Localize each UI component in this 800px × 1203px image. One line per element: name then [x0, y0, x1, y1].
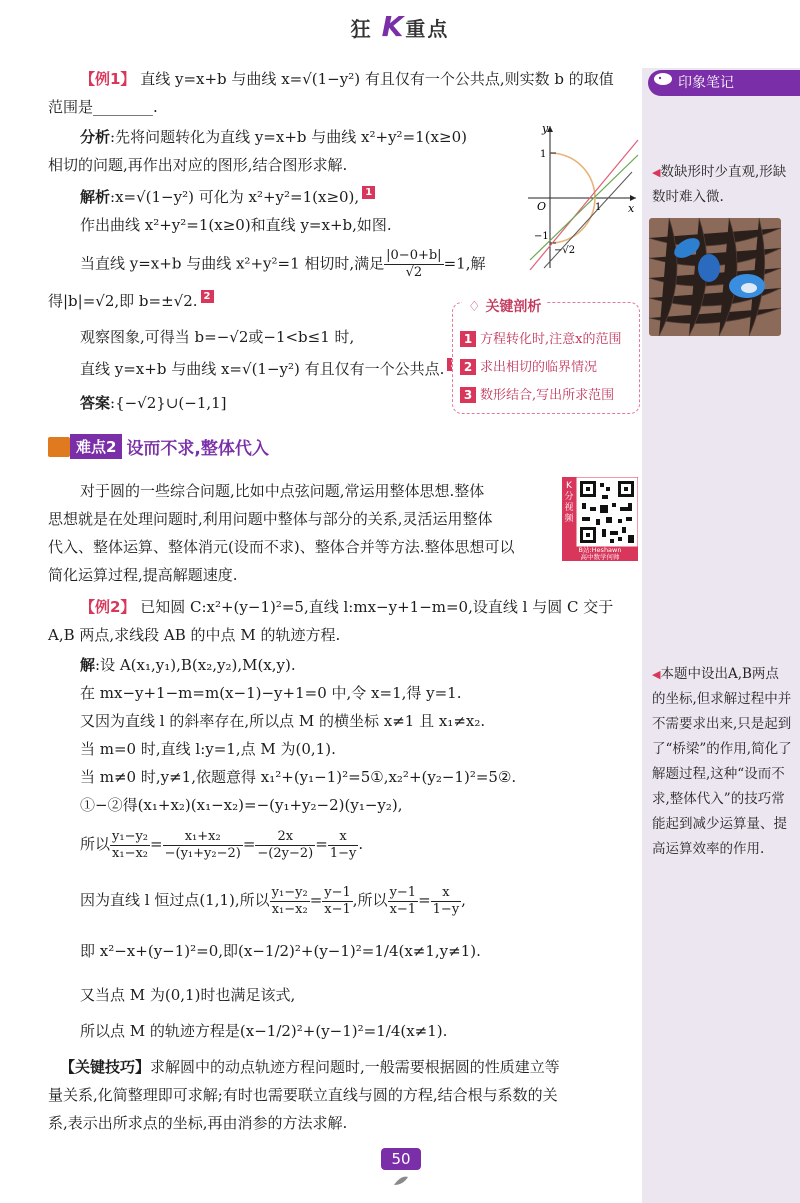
book-icon: [48, 437, 70, 457]
side-note-1: ◀数缺形时少直观,形缺数时难入微.: [652, 164, 787, 205]
graph-y-one: 1: [540, 149, 547, 160]
example1-question-line1: 【例1】 直线 y=x+b 与曲线 x=√(1−y²) 有且仅有一个公共点,则实数 b 的取值: [80, 70, 614, 88]
section2-paragraph-line4: 简化运算过程,提高解题速度.: [48, 566, 238, 584]
graph-neg-one: −1: [534, 231, 549, 242]
example1-graph: [520, 120, 640, 270]
key-skill-line1: 【关键技巧】求解圆中的动点轨迹方程问题时,一般需要根据圆的性质建立等: [60, 1058, 560, 1076]
example1-analysis-line1: 分析:先将问题转化为直线 y=x+b 与曲线 x²+y²=1(x≥0): [80, 128, 467, 146]
butterfly-photo: [649, 218, 781, 336]
example2-solution-line: 在 mx−y+1−m=m(x−1)−y+1=0 中,令 x=1,得 y=1.: [80, 684, 462, 702]
qr-side-label: K分视频: [564, 481, 574, 524]
qr-code-block[interactable]: [562, 477, 638, 561]
bulb-icon: ♢: [468, 299, 481, 315]
example1-solution-line5: 观察图象,可得当 b=−√2或−1<b≤1 时,: [80, 328, 355, 346]
graph-y-label: y: [542, 122, 549, 135]
example1-solution-line6: 直线 y=x+b 与曲线 x=√(1−y²) 有且仅有一个公共点.: [80, 358, 460, 380]
key-skill-line3: 系,表示出所求点的坐标,再由消参的方法求解.: [48, 1114, 348, 1132]
leaf-icon: [393, 1172, 409, 1191]
example2-solution-line: 又因为直线 l 的斜率存在,所以点 M 的横坐标 x≠1 且 x₁≠x₂.: [80, 712, 486, 730]
notes-banner: 印象笔记: [648, 70, 800, 96]
example2-solution-line: 所以点 M 的轨迹方程是(x−1/2)²+(y−1)²=1/4(x≠1).: [80, 1022, 448, 1040]
graph-neg-root2: −√2: [554, 245, 576, 256]
header-title: 狂 K重点: [350, 10, 450, 43]
example1-solution-line2: 作出曲线 x²+y²=1(x≥0)和直线 y=x+b,如图.: [80, 216, 392, 234]
key-analysis-title: ♢ 关键剖析: [462, 296, 547, 316]
section2-paragraph-line3: 代入、整体运算、整体消元(设而不求)、整体合并等方法.整体思想可以: [48, 538, 515, 556]
example1-solution-line4: 得|b|=√2,即 b=±√2. 2: [48, 290, 214, 312]
elephant-icon: [648, 70, 678, 96]
key-skill-line2: 量关系,化简整理即可求解;有时也需要联立直线与圆的方程,结合根与系数的关: [48, 1086, 558, 1104]
graph-origin: O: [537, 200, 547, 213]
section-heading: 难点2 设而不求,整体代入: [48, 434, 269, 460]
example1-answer: 答案:{−√2}∪(−1,1]: [80, 394, 227, 412]
graph-x-label: x: [628, 202, 635, 215]
example1-question-line2: 范围是________.: [48, 98, 158, 116]
example2-solution-line: 即 x²−x+(y−1)²=0,即(x−1/2)²+(y−1)²=1/4(x≠1,y≠1).: [80, 942, 481, 960]
triangle-icon: ◀: [652, 668, 661, 681]
example2-solution-line: ①−②得(x₁+x₂)(x₁−x₂)=−(y₁+y₂−2)(y₁−y₂),: [80, 796, 403, 814]
page-header: [0, 10, 800, 50]
example1-solution-line1: 解析:x=√(1−y²) 可化为 x²+y²=1(x≥0), 1: [80, 186, 375, 208]
key-analysis-item: 3 数形结合,写出所求范围: [460, 384, 614, 403]
example2-question-line1: 【例2】 已知圆 C:x²+(y−1)²=5,直线 l:mx−y+1−m=0,设直线 l 与圆 C 交于: [80, 598, 614, 616]
page-number: 50: [381, 1148, 421, 1170]
example2-solution-line: 又当点 M 为(0,1)时也满足该式,: [80, 986, 296, 1004]
example2-question-line2: A,B 两点,求线段 AB 的中点 M 的轨迹方程.: [48, 626, 341, 644]
triangle-icon: ◀: [652, 166, 661, 179]
qr-caption: B站:Heshawn 高中数学何帅: [578, 546, 622, 561]
example2-solution-line: 当 m=0 时,直线 l:y=1,点 M 为(0,1).: [80, 740, 336, 758]
example2-solution-line: 解:设 A(x₁,y₁),B(x₂,y₂),M(x,y).: [80, 656, 296, 674]
section2-paragraph-line2: 思想就是在处理问题时,利用问题中整体与部分的关系,灵活运用整体: [48, 510, 493, 528]
example1-analysis-line2: 相切的问题,再作出对应的图形,结合图形求解.: [48, 156, 348, 174]
example1-solution-line3: 当直线 y=x+b 与曲线 x²+y²=1 相切时,满足 $\frac{|0-0+b|}{√2}$ =1,解: [80, 248, 486, 280]
graph-x-one: 1: [595, 202, 602, 213]
example2-solution-line: 当 m≠0 时,y≠1,依题意得 x₁²+(y₁−1)²=5①,x₂²+(y₂−1)²=5②.: [80, 768, 517, 786]
side-note-2: ◀本题中设出A,B两点的坐标,但求解过程中并不需要求出来,只是起到了“桥梁”的作用,简化了解题过程,这种“设而不求,整体代入”的技巧常能起到减少运算量、提高运算效率的作用.: [652, 666, 792, 857]
example2-fraction-line1: 所以 $\frac{\text{y₁−y₂}}{\text{x₁−x₂}}$ = $\frac{\text{x₁+x₂}}{\text{−(y₁+y₂−2)}}$ = $\frac{2x}{-(2y-2)}$ = $\frac{x}{1-y}$ .: [80, 828, 364, 861]
key-analysis-item: 1 方程转化时,注意x的范围: [460, 328, 621, 347]
example2-fraction-line2: 因为直线 l 恒过点(1,1),所以 $\frac{\text{y₁−y₂}}{\text{x₁−x₂}}$ = $\frac{y-1}{x-1}$ ,所以 $\frac{y-1}{x-1}$ = $\frac{x}{1-y}$ ,: [80, 884, 466, 917]
section2-paragraph-line1: 对于圆的一些综合问题,比如中点弦问题,常运用整体思想.整体: [80, 482, 485, 500]
key-analysis-item: 2 求出相切的临界情况: [460, 356, 597, 375]
